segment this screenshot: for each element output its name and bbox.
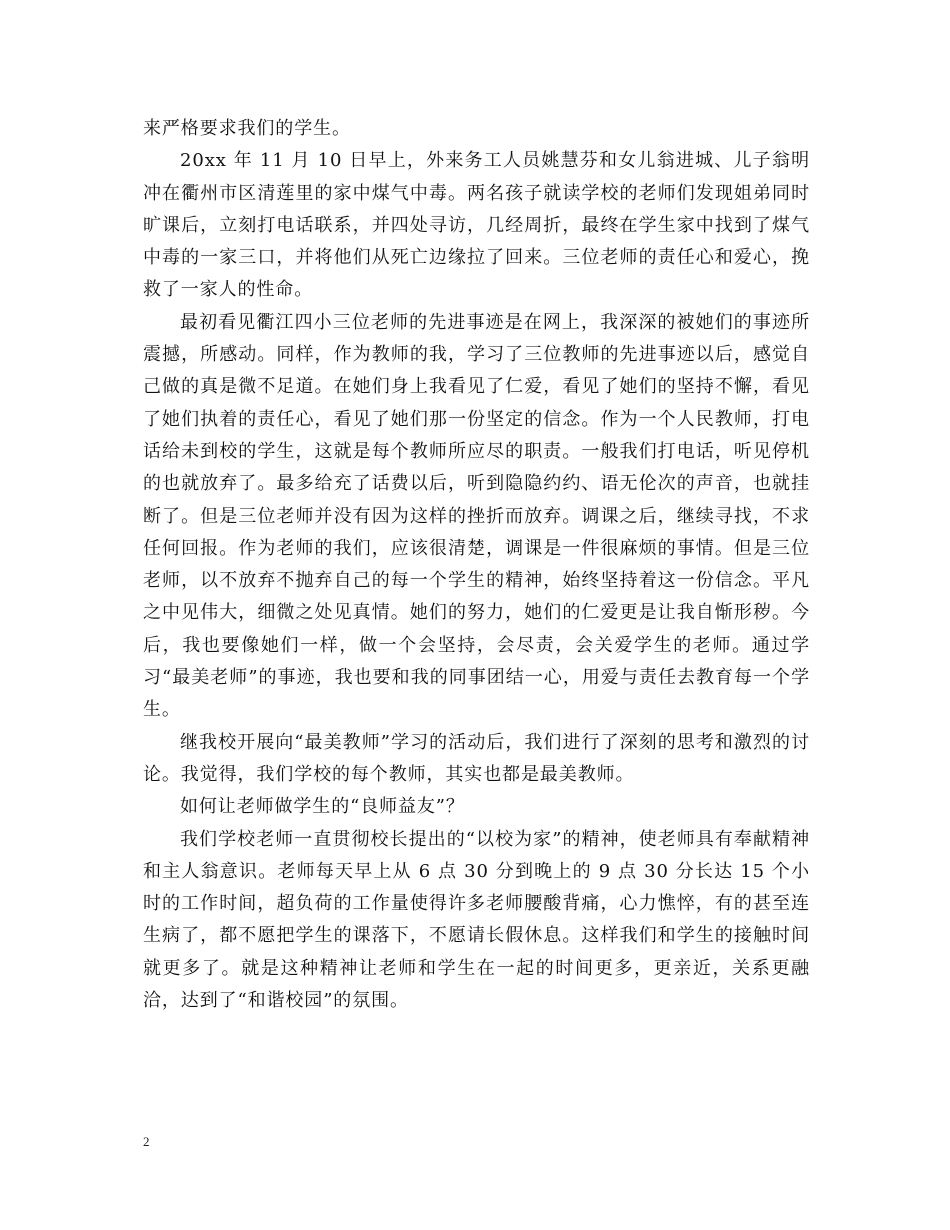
page-number: 2 [143, 1134, 150, 1149]
paragraph-question: 如何让老师做学生的“良师益友”？ [180, 796, 465, 818]
paragraph-reflection: 最初看见衢江四小三位老师的先进事迹是在网上，我深深的被她们的事迹所震撼，所感动。同样，作为教师的我，学习了三位教师的先进事迹以后，感觉自己做的真是微不足道。在她们身上我看见了仁爱，看见了她们的坚持不懈，看见了她们执着的责任心，看见了她们那一份坚定的信念。作为一个人民教师，打电话给未到校的学生，这就是每个教师所应尽的职责。一般我们打电话，听见停机的也就放弃了。最多给充了话费以后，听到隐隐约约、语无伦次的声音，也就挂断了。但是三位老师并没有因为这样的挫折而放弃。调课之后，继续寻找，不求任何回报。作为老师的我们，应该很清楚，调课是一件很麻烦的事情。但是三位老师，以不放弃不抛弃自己的每一个学生的精神，始终坚持着这一份信念。平凡之中见伟大，细微之处见真情。她们的努力，她们的仁爱更是让我自惭形秽。今后，我也要像她们一样，做一个会坚持，会尽责，会关爱学生的老师。通过学习“最美老师”的事迹，我也要和我的同事团结一心，用爱与责任去教育每一个学生。 [143, 311, 810, 721]
paragraph-school-spirit: 我们学校老师一直贯彻校长提出的“以校为家”的精神，使老师具有奉献精神和主人翁意识。老师每天早上从 6 点 30 分到晚上的 9 点 30 分长达 15 个小时的工作时间，超负荷的工作量使得许多老师腰酸背痛，心力憔悴，有的甚至连生病了，都不愿把学生的课落下，不愿请长假休息。这样我们和学生的接触时间就更多了。就是这种精神让老师和学生在一起的时间更多，更亲近，关系更融洽，达到了“和谐校园”的氛围。 [143, 828, 810, 1012]
paragraph-incident: 20xx 年 11 月 10 日早上，外来务工人员姚慧芬和女儿翁进城、儿子翁明冲在衢州市区清莲里的家中煤气中毒。两名孩子就读学校的老师们发现姐弟同时旷课后，立刻打电话联系，并四处寻访，几经周折，最终在学生家中找到了煤气中毒的一家三口，并将他们从死亡边缘拉了回来。三位老师的责任心和爱心，挽救了一家人的性命。 [143, 150, 810, 301]
paragraph-continuation: 来严格要求我们的学生。 [143, 118, 351, 139]
document-body [143, 113, 810, 1017]
paragraph-discussion: 继我校开展向“最美教师”学习的活动后，我们进行了深刻的思考和激烈的讨论。我觉得，我们学校的每个教师，其实也都是最美教师。 [143, 731, 810, 785]
